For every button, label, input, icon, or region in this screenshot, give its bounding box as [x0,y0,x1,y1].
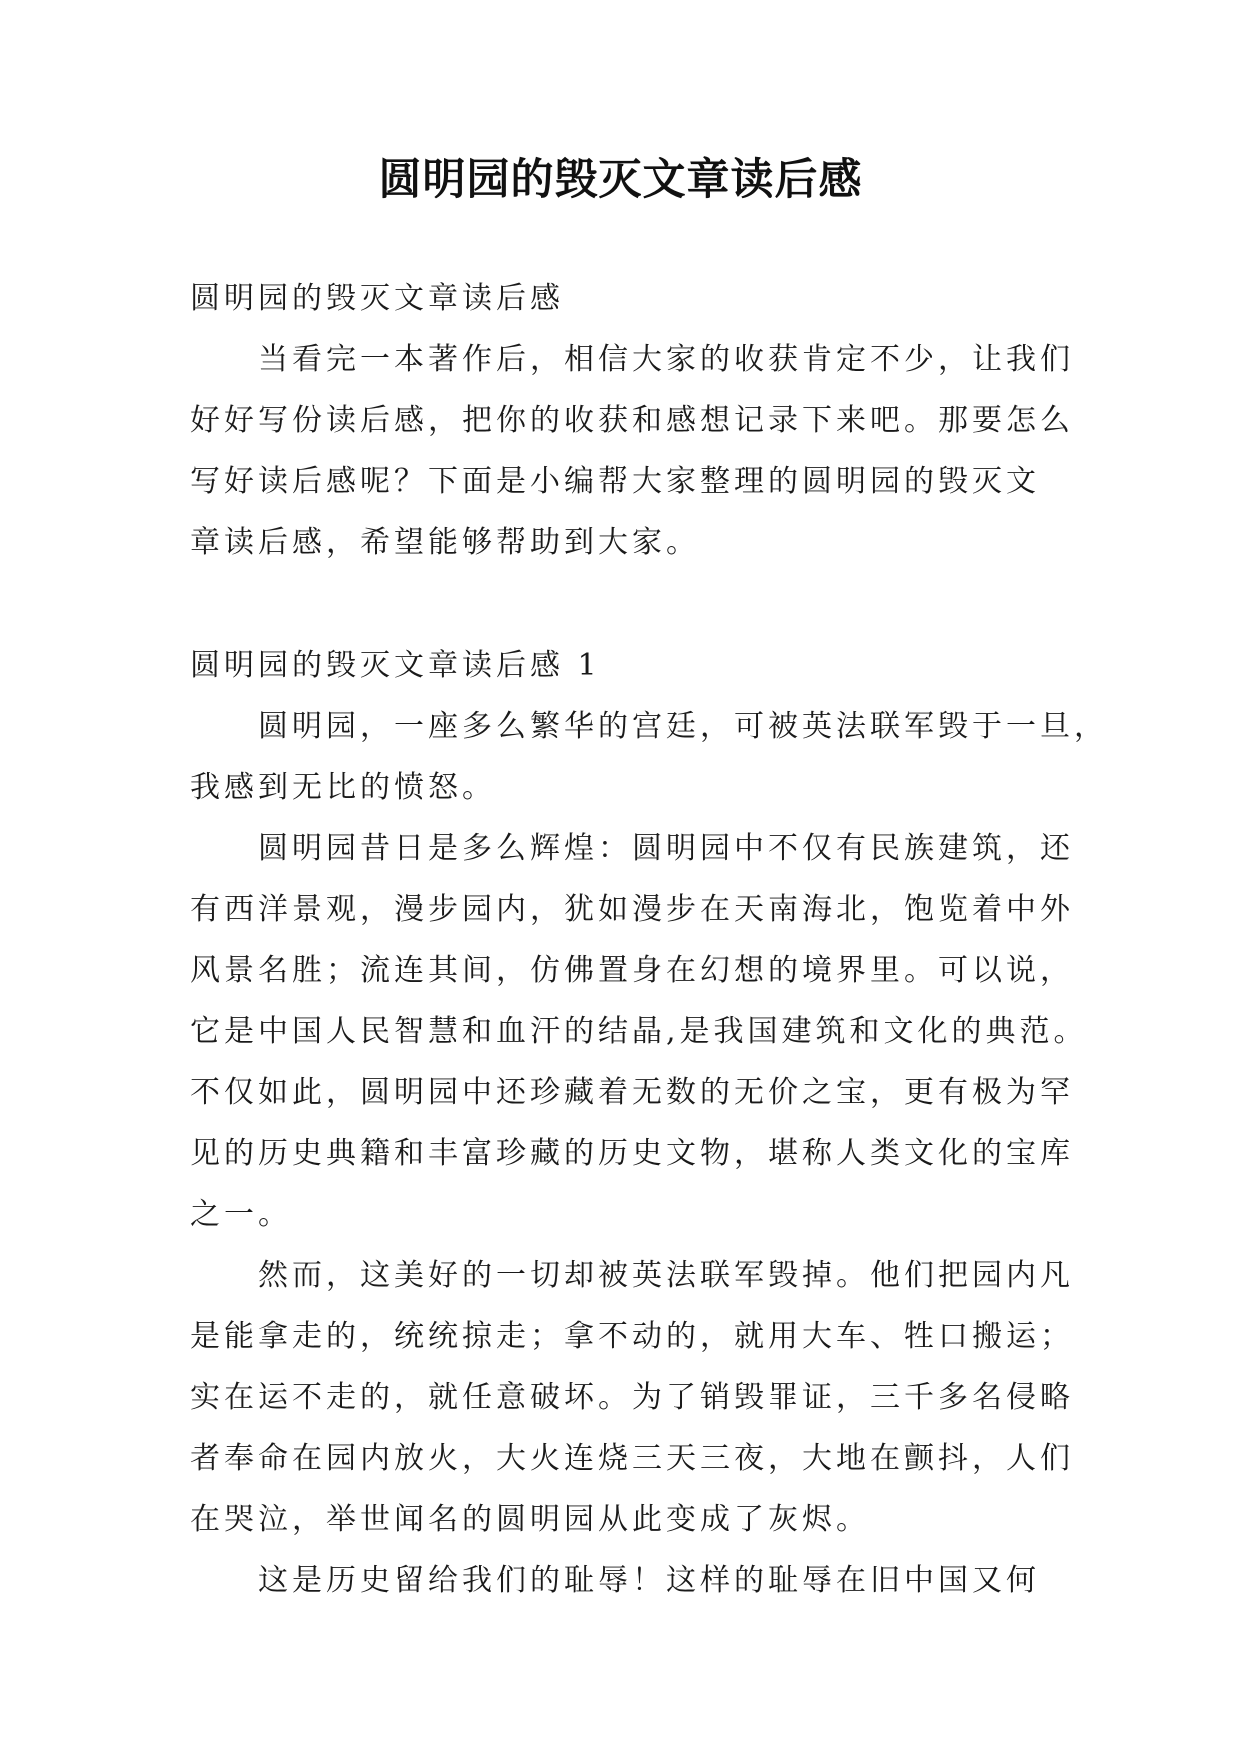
section-heading-1: 圆明园的毁灭文章读后感 1 [190,648,601,683]
paragraph-line: 圆明园，一座多么繁华的宫廷，可被英法联军毁于一旦， [190,709,1108,744]
section-heading-intro: 圆明园的毁灭文章读后感 [190,281,564,316]
paragraph-line: 之一。 [190,1197,292,1232]
paragraph-line: 是能拿走的，统统掠走；拿不动的，就用大车、牲口搬运； [190,1319,1074,1354]
paragraph-line: 好好写份读后感，把你的收获和感想记录下来吧。那要怎么 [190,403,1074,438]
paragraph-line: 写好读后感呢？下面是小编帮大家整理的圆明园的毁灭文 [190,464,1040,499]
paragraph-line: 有西洋景观，漫步园内，犹如漫步在天南海北，饱览着中外 [190,892,1074,927]
blank-line [190,573,1058,635]
paragraph-line: 实在运不走的，就任意破坏。为了销毁罪证，三千多名侵略 [190,1380,1074,1415]
paragraph-line: 风景名胜；流连其间，仿佛置身在幻想的境界里。可以说， [190,953,1074,988]
paragraph-line: 它是中国人民智慧和血汗的结晶,是我国建筑和文化的典范。 [190,1014,1088,1049]
paragraph-line: 章读后感，希望能够帮助到大家。 [190,525,700,560]
paragraph-line: 者奉命在园内放火，大火连烧三天三夜，大地在颤抖，人们 [190,1441,1074,1476]
paragraph-line: 这是历史留给我们的耻辱！这样的耻辱在旧中国又何 [190,1563,1040,1598]
paragraph-line: 我感到无比的愤怒。 [190,770,496,805]
paragraph-line: 不仅如此，圆明园中还珍藏着无数的无价之宝，更有极为罕 [190,1075,1074,1110]
paragraph-line: 在哭泣，举世闻名的圆明园从此变成了灰烬。 [190,1502,870,1537]
document-title: 圆明园的毁灭文章读后感 [378,155,863,205]
paragraph-line: 当看完一本著作后，相信大家的收获肯定不少，让我们 [190,342,1074,377]
paragraph-line: 见的历史典籍和丰富珍藏的历史文物，堪称人类文化的宝库 [190,1136,1074,1171]
document-body [190,268,1108,1611]
paragraph-line: 圆明园昔日是多么辉煌：圆明园中不仅有民族建筑，还 [190,831,1074,866]
paragraph-line: 然而，这美好的一切却被英法联军毁掉。他们把园内凡 [190,1258,1074,1293]
